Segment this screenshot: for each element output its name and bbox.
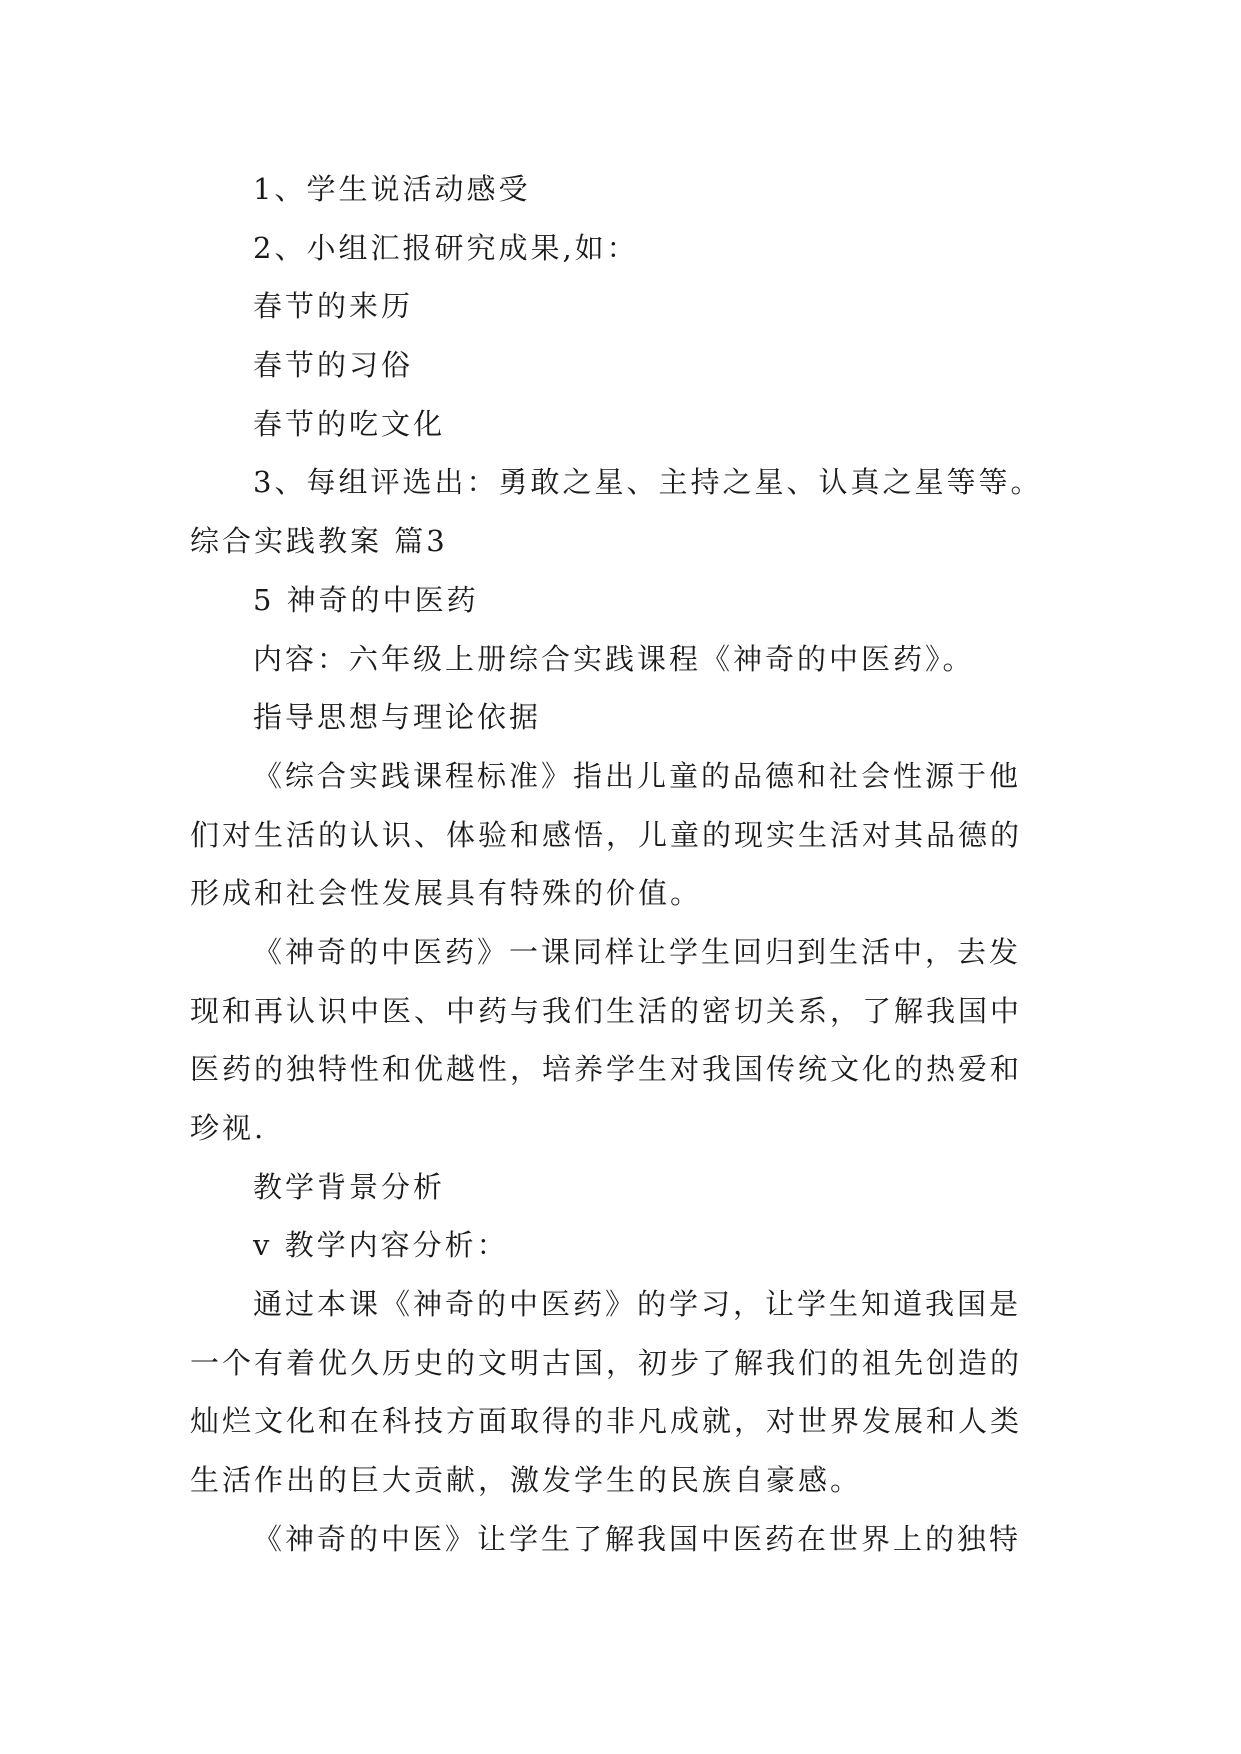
paragraph-line: 灿烂文化和在科技方面取得的非凡成就，对世界发展和人类: [190, 1404, 1023, 1439]
text-line: 春节的来历: [253, 289, 414, 324]
paragraph-line: 现和再认识中医、中药与我们生活的密切关系，了解我国中: [190, 993, 1023, 1028]
subheading: 教学背景分析: [253, 1169, 446, 1204]
lesson-title: 5 神奇的中医药: [253, 582, 479, 617]
paragraph-line: 珍视.: [190, 1111, 267, 1145]
subheading: 指导思想与理论依据: [253, 700, 542, 735]
text-line: 内容：六年级上册综合实践课程《神奇的中医药》。: [253, 641, 975, 676]
subheading: v 教学内容分析：: [253, 1228, 509, 1263]
document-body: [190, 160, 1060, 1569]
paragraph-line: 形成和社会性发展具有特殊的价值。: [190, 876, 703, 911]
paragraph-line: 通过本课《神奇的中医药》的学习，让学生知道我国是: [253, 1287, 1022, 1322]
text-line: 3、每组评选出：勇敢之星、主持之星、认真之星等等。: [253, 465, 1043, 500]
paragraph-line: 生活作出的巨大贡献，激发学生的民族自豪感。: [190, 1463, 863, 1498]
text-line: 春节的习俗: [253, 348, 414, 383]
paragraph-line: 一个有着优久历史的文明古国，初步了解我们的祖先创造的: [190, 1345, 1023, 1380]
text-line: 春节的吃文化: [253, 406, 446, 441]
paragraph-line: 《综合实践课程标准》指出儿童的品德和社会性源于他: [253, 758, 1022, 793]
section-heading: 综合实践教案 篇3: [190, 524, 448, 559]
text-line: 2、小组汇报研究成果,如：: [253, 230, 639, 265]
paragraph-line: 《神奇的中医》让学生了解我国中医药在世界上的独特: [253, 1521, 1022, 1556]
text-line: 1、学生说活动感受: [253, 172, 531, 206]
paragraph-line: 医药的独特性和优越性，培养学生对我国传统文化的热爱和: [190, 1052, 1023, 1087]
paragraph-line: 《神奇的中医药》一课同样让学生回归到生活中，去发: [253, 934, 1022, 969]
paragraph-line: 们对生活的认识、体验和感悟，儿童的现实生活对其品德的: [190, 817, 1023, 852]
